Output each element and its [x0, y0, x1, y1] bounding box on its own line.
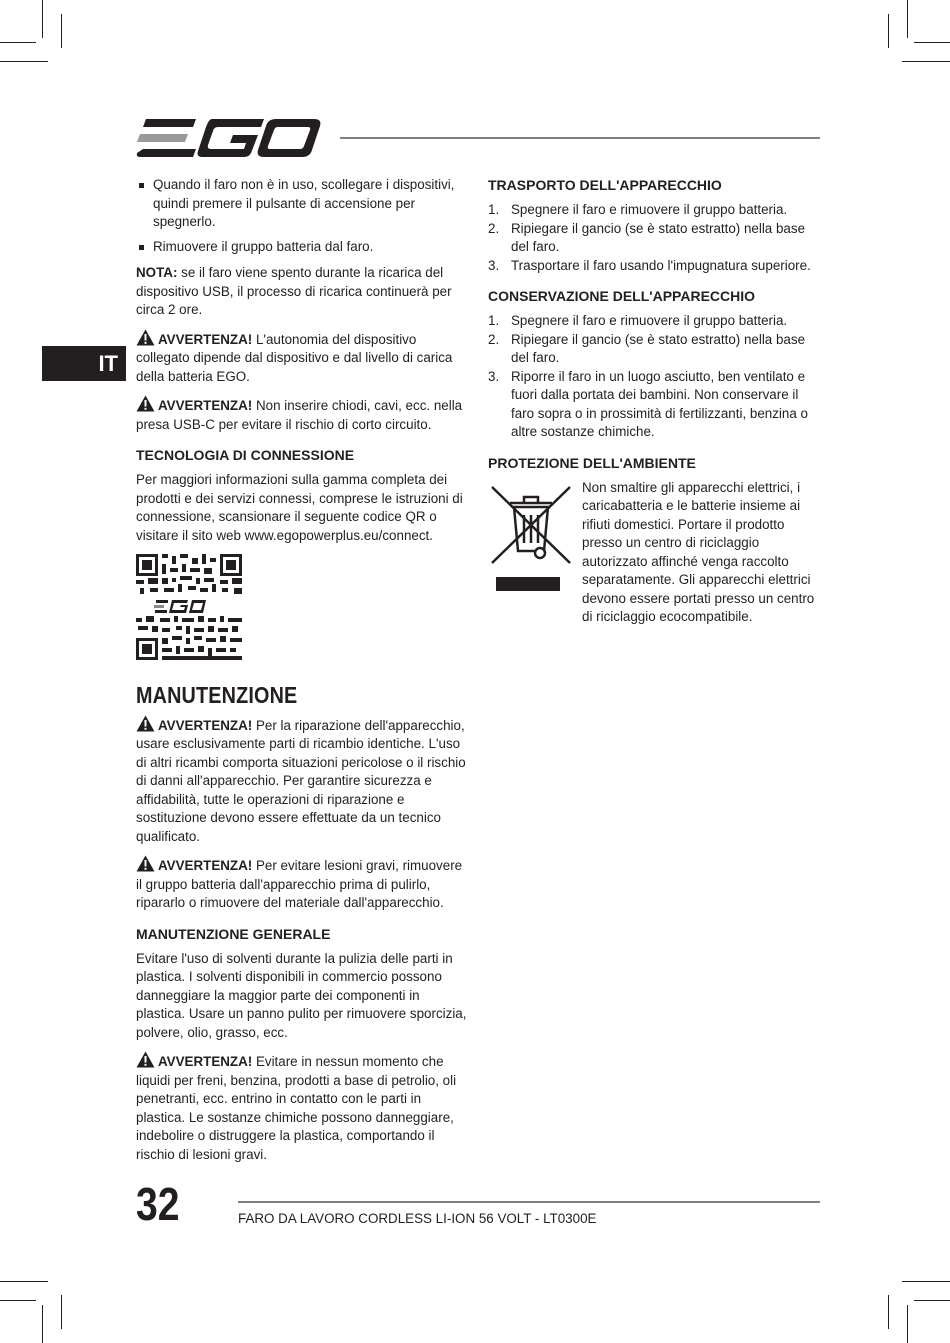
connection-paragraph: Per maggiori informazioni sulla gamma completa dei prodotti e dei servizi connessi, comprese le istruzioni di connessione, scansionare il seguente codice QR o visitare il sito web www.egopowerplus.eu/connect. — [136, 472, 463, 543]
right-column — [488, 176, 822, 636]
note-text: se il faro viene spento durante la ricarica del dispositivo USB, il processo di ricarica continuerà per circa 2 ore. — [136, 265, 452, 317]
crop-mark — [907, 1305, 908, 1343]
crop-mark — [914, 42, 950, 43]
warning-icon — [136, 1051, 155, 1068]
bullet-list — [136, 176, 468, 256]
list-item: Quando il faro non è in uso, scollegare i dispositivi, quindi premere il pulsante di accensione per spegnerlo. — [136, 176, 468, 232]
warning-paragraph — [136, 1051, 468, 1164]
warning-icon — [136, 329, 155, 346]
crop-mark — [42, 0, 43, 38]
section-title-maintenance: MANUTENZIONE — [136, 682, 298, 708]
step-text: Trasportare il faro usando l'impugnatura superiore. — [511, 257, 811, 273]
section-heading-storage: CONSERVAZIONE DELL'APPARECCHIO — [488, 288, 756, 304]
warning-paragraph — [136, 855, 468, 913]
crop-mark — [0, 1281, 48, 1282]
step-number: 3. — [488, 257, 500, 273]
warning-label: AVVERTENZA! — [158, 398, 253, 413]
list-item: Rimuovere il gruppo batteria dal faro. — [136, 238, 468, 257]
left-column — [136, 176, 468, 1173]
footer-title: FARO DA LAVORO CORDLESS LI-ION 56 VOLT - LT0300E — [238, 1211, 597, 1226]
crop-mark — [61, 14, 62, 48]
warning-paragraph — [136, 329, 468, 387]
list-item — [488, 368, 822, 442]
crop-mark — [902, 61, 950, 62]
warning-icon — [136, 395, 155, 412]
crop-mark — [42, 1305, 43, 1343]
header-rule — [340, 137, 820, 139]
crop-mark — [0, 1300, 36, 1301]
crop-mark — [888, 1295, 889, 1329]
step-number: 1. — [488, 313, 500, 328]
section-heading-general-maintenance: MANUTENZIONE GENERALE — [136, 925, 331, 942]
warning-label: AVVERTENZA! — [158, 858, 253, 873]
note-label: NOTA: — [136, 265, 178, 280]
warning-text: Per evitare lesioni gravi, rimuovere il gruppo batteria dall'apparecchio prima di pulirlo, ripararlo o rimuovere del materiale dall'apparecchio. — [136, 858, 463, 910]
step-text: Ripiegare il gancio (se è stato estratto) nella base del faro. — [511, 331, 806, 365]
warning-paragraph — [136, 395, 468, 434]
list-item — [488, 312, 822, 331]
list-item — [488, 201, 822, 220]
language-tab — [42, 346, 126, 381]
crop-mark — [0, 42, 36, 43]
crop-mark — [914, 1300, 950, 1301]
warning-text: Per la riparazione dell'apparecchio, usare esclusivamente parti di ricambio identiche. L'uso di altri ricambi comporta situazioni pericolose o il rischio di danni all'apparecchio. Per garantire sicurezza e affidabilità, tutte le operazioni di riparazione e sostituzione devono essere effettuate da un tecnico qualificato. — [136, 717, 466, 844]
step-text: Spegnere il faro e rimuovere il gruppo batteria. — [511, 313, 788, 328]
warning-label: AVVERTENZA! — [158, 331, 253, 347]
warning-label: AVVERTENZA! — [158, 1054, 253, 1069]
step-number: 2. — [488, 331, 500, 347]
crop-mark — [888, 14, 889, 48]
list-item — [488, 220, 822, 257]
environment-paragraph: Non smaltire gli apparecchi elettrici, i caricabatteria e le batterie insieme ai rifiuti domestici. Portare il prodotto presso un centro di riciclaggio autorizzato affinché venga raccolto separatamente. Gli apparecchi elettrici devono essere portati presso un centro di riciclaggio ecocompatibile. — [582, 479, 815, 624]
section-heading-transport: TRASPORTO DELL'APPARECCHIO — [488, 177, 722, 193]
step-number: 3. — [488, 368, 500, 384]
crop-mark — [907, 0, 908, 38]
step-number: 2. — [488, 220, 500, 236]
section-heading-connection: TECNOLOGIA DI CONNESSIONE — [136, 447, 355, 463]
general-maintenance-paragraph: Evitare l'uso di solventi durante la pulizia delle parti in plastica. I solventi disponibili in commercio possono danneggiare la maggior parte dei componenti in plastica. Usare un panno pulito per rimuovere sporcizia, polvere, olio, grasso, ecc. — [136, 950, 467, 1040]
crossed-bin-icon — [488, 481, 574, 591]
warning-text: Non inserire chiodi, cavi, ecc. nella presa USB-C per evitare il rischio di corto circuito. — [136, 398, 463, 432]
warning-icon — [136, 715, 155, 732]
step-text: Spegnere il faro e rimuovere il gruppo batteria. — [511, 202, 788, 217]
step-text: Riporre il faro in un luogo asciutto, ben ventilato e fuori dalla portata dei bambini. Non conservare il faro sopra o in prossimità di fertilizzanti, benzina o altre sostanze chimiche. — [511, 368, 808, 439]
page-number: 32 — [136, 1178, 180, 1230]
warning-text: Evitare in nessun momento che liquidi per freni, benzina, prodotti a base di petrolio, oli penetranti, ecc. entrino in contatto con le parti in plastica. Le sostanze chimiche possono danneggiare, indebolire o distruggere la plastica, comportando il rischio di lesioni gravi. — [136, 1054, 457, 1162]
section-heading-environment: PROTEZIONE DELL'AMBIENTE — [488, 454, 696, 471]
crop-mark — [902, 1281, 950, 1282]
footer-rule — [238, 1201, 820, 1203]
warning-label: AVVERTENZA! — [158, 717, 253, 733]
list-item — [488, 257, 822, 276]
warning-paragraph — [136, 715, 468, 847]
qr-code[interactable] — [136, 554, 242, 660]
list-item — [488, 331, 822, 368]
transport-steps — [488, 201, 822, 275]
crop-mark — [61, 1295, 62, 1329]
warning-icon — [136, 855, 155, 872]
step-text: Ripiegare il gancio (se è stato estratto) nella base del faro. — [511, 220, 806, 254]
ego-logo — [136, 117, 322, 159]
crop-mark — [0, 61, 48, 62]
language-label: IT — [98, 350, 118, 376]
note-paragraph — [136, 264, 468, 320]
warning-text: L'autonomia del dispositivo collegato dipende dal dispositivo e dal livello di carica della batteria EGO. — [136, 331, 453, 384]
step-number: 1. — [488, 202, 500, 217]
storage-steps — [488, 312, 822, 442]
environment-block — [488, 479, 822, 627]
